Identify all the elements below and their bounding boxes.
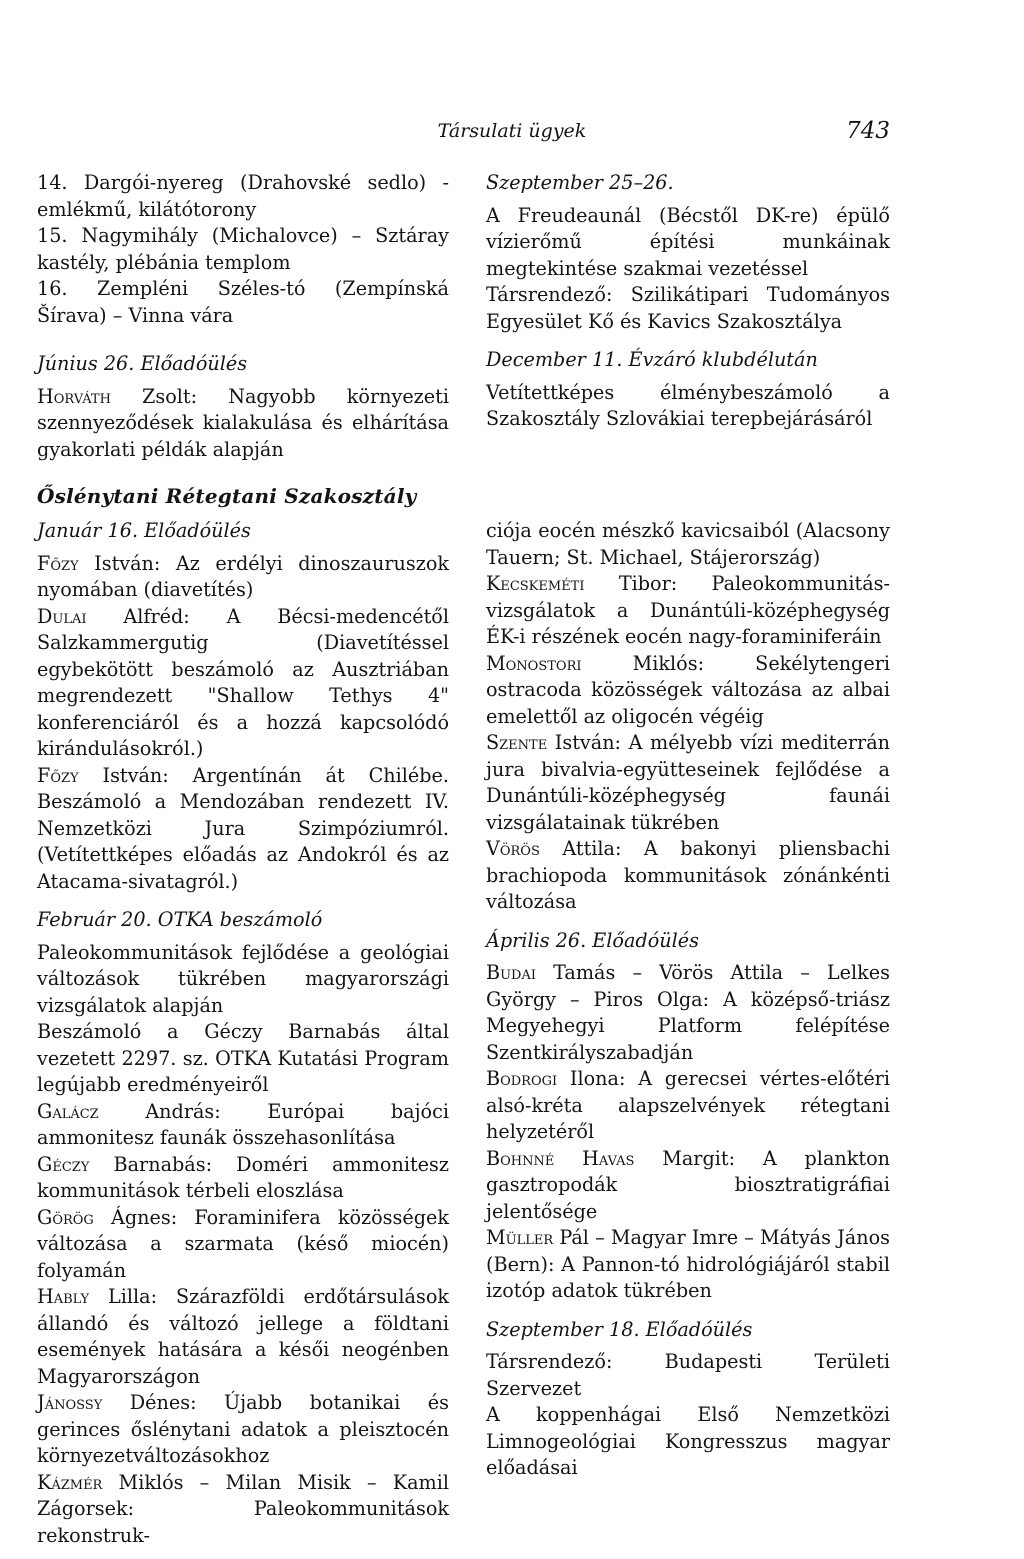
paragraph: Paleokommunitások fejlődése a geológiai változások tükrében magyarországi vizsgálatok alapján [37, 940, 449, 1017]
talk-entry [37, 1470, 449, 1550]
talk-title: Attila: A bakonyi pliensbachi brachiopoda kommunitások zónánkénti változása [486, 837, 890, 913]
section-title: Őslénytani Rétegtani Szakosztály [37, 484, 417, 508]
top-left-column [37, 170, 449, 463]
event-date: December 11. Évzáró klubdélután [486, 348, 818, 371]
talk-entry [486, 1225, 890, 1305]
talk-title: Pál – Magyar Imre – Mátyás János (Bern): A Pannon-tó hidrológiájáról stabil izotóp adatok tükrében [486, 1226, 890, 1302]
talk-entry [486, 571, 890, 651]
paragraph: Társrendező: Szilikátipari Tudományos Egyesület Kő és Kavics Szakosztálya [486, 283, 890, 333]
talk-title: András: Európai bajóci ammonitesz faunák összehasonlítása [37, 1099, 449, 1149]
paragraph: Vetítettképes élménybeszámoló a Szakosztály Szlovákiai terepbejárásáról [486, 380, 890, 430]
talk-title: Miklós: Sekélytengeri ostracoda közösségek változása az albai emelettől az oligocén végéig [486, 651, 890, 728]
talk-author: Hably [37, 1285, 90, 1308]
talk-author: Kecskeméti [486, 572, 585, 595]
event-date: Április 26. Előadóülés [486, 928, 699, 952]
talk-entry [486, 836, 890, 916]
talk-entry [37, 1152, 449, 1205]
talk-author: Jánossy [37, 1391, 103, 1414]
talk-title: Tamás – Vörös Attila – Lelkes György – Piros Olga: A középső-triász Megyehegyi Platform felépítése Szentkirályszabadján [486, 961, 890, 1064]
talk-author: Müller [486, 1226, 554, 1249]
event-date: Február 20. OTKA beszámoló [37, 908, 323, 931]
talk-title: Ágnes: Foraminifera közösségek változása a szarmata (késő miocén) folyamán [37, 1205, 449, 1282]
talk-title: Alfréd: A Bécsi-medencétől Salzkammergutig (Diavetítéssel egybekötött beszámoló az Ausztriában megrendezett "Shallow Tethys 4" konferenciáról és a hozzá kapcsolódó kirándulásokról.) [37, 604, 449, 760]
paragraph: A Freudeaunál (Bécstől DK-re) épülő vízierőmű építési munkáinak megtekintése szakmai vezetéssel [486, 203, 890, 280]
talk-title: Margit: A plankton gasztropodák biosztratigráfiai jelentősége [486, 1146, 890, 1223]
talk-entry [486, 730, 890, 836]
list-item: 14. Dargói-nyereg (Drahovské sedlo) - emlékmű, kilátótorony [37, 171, 449, 221]
talk-title: István: A mélyebb vízi mediterrán jura bivalvia-együtteseinek fejlődése a Dunántúli-középhegység faunái vizsgálatainak tükrében [486, 731, 890, 834]
talk-entry [37, 1390, 449, 1470]
event-date: Június 26. Előadóülés [37, 352, 248, 375]
event-date: Január 16. Előadóülés [37, 519, 251, 542]
paragraph: Beszámoló a Géczy Barnabás által vezetett 2297. sz. OTKA Kutatási Program legújabb eredményeiről [37, 1020, 449, 1096]
talk-title: Lilla: Szárazföldi erdőtársulások állandó és változó jellege a földtani események hatására a késői neogénben Magyarországon [37, 1285, 449, 1388]
talk-entry [37, 1284, 449, 1390]
paragraph: ciója eocén mészkő kavicsaiból (Alacsony Tauern; St. Michael, Stájerország) [486, 519, 890, 569]
talk-title: István: Argentínán át Chilébe. Beszámoló a Mendozában rendezett IV. Nemzetközi Jura Szimpóziumról. (Vetítettképes előadás az Andokról és az Atacama-sivatagról.) [37, 763, 449, 893]
paragraph: A koppenhágai Első Nemzetközi Limnogeológiai Kongresszus magyar előadásai [486, 1403, 890, 1479]
talk-author: Főzy [37, 551, 79, 575]
talk-title: Tibor: Paleokommunitás-vizsgálatok a Dunántúli-középhegység ÉK-i részének eocén nagy-foraminiferáin [486, 572, 890, 648]
talk-entry [37, 384, 449, 464]
talk-author: Monostori [486, 651, 582, 675]
talk-entry [486, 1066, 890, 1146]
talk-entry [37, 1099, 449, 1152]
talk-author: Budai [486, 961, 537, 984]
left-column [37, 518, 449, 1549]
right-column [486, 518, 890, 1482]
paragraph: Társrendező: Budapesti Területi Szervezet [486, 1350, 890, 1400]
talk-author: Bodrogi [486, 1067, 558, 1090]
talk-author: Görög [37, 1205, 94, 1229]
talk-author: Vörös [486, 837, 540, 860]
talk-author: Horváth [37, 384, 111, 408]
talk-entry [486, 960, 890, 1066]
talk-author: Kázmér [37, 1470, 103, 1494]
page-number: 743 [846, 118, 890, 144]
talk-title: Miklós – Milan Misik – Kamil Zágorsek: Paleokommunitások rekonstruk- [37, 1470, 449, 1547]
talk-author: Bohnné Havas [486, 1146, 635, 1170]
talk-entry [37, 763, 449, 896]
talk-author: Szente [486, 731, 548, 754]
talk-title: Zsolt: Nagyobb környezeti szennyeződések kialakulása és elhárítása gyakorlati példák alapján [37, 384, 449, 461]
talk-author: Főzy [37, 763, 79, 787]
talk-entry [37, 551, 449, 604]
talk-entry [486, 1146, 890, 1226]
talk-entry [486, 651, 890, 731]
talk-entry [37, 604, 449, 763]
talk-title: Dénes: Újabb botanikai és gerinces őslénytani adatok a pleisztocén környezetváltozásokhoz [37, 1391, 449, 1467]
event-date: Szeptember 18. Előadóülés [486, 1317, 753, 1341]
running-header: Társulati ügyek [437, 120, 587, 142]
talk-author: Dulai [37, 604, 87, 628]
list-item: 16. Zempléni Széles-tó (Zempínská Šírava) – Vinna vára [37, 277, 449, 327]
talk-entry [37, 1205, 449, 1285]
talk-author: Géczy [37, 1152, 90, 1176]
talk-title: Barnabás: Doméri ammonitesz kommunitások térbeli eloszlása [37, 1152, 449, 1202]
talk-title: Ilona: A gerecsei vértes-előtéri alsó-kréta alapszelvények rétegtani helyzetéről [486, 1067, 890, 1143]
talk-title: István: Az erdélyi dinoszauruszok nyomában (diavetítés) [37, 551, 449, 601]
list-item: 15. Nagymihály (Michalovce) – Sztáray kastély, plébánia templom [37, 224, 449, 274]
top-right-column [486, 170, 890, 433]
talk-author: Galácz [37, 1099, 99, 1123]
event-date: Szeptember 25–26. [486, 171, 674, 194]
